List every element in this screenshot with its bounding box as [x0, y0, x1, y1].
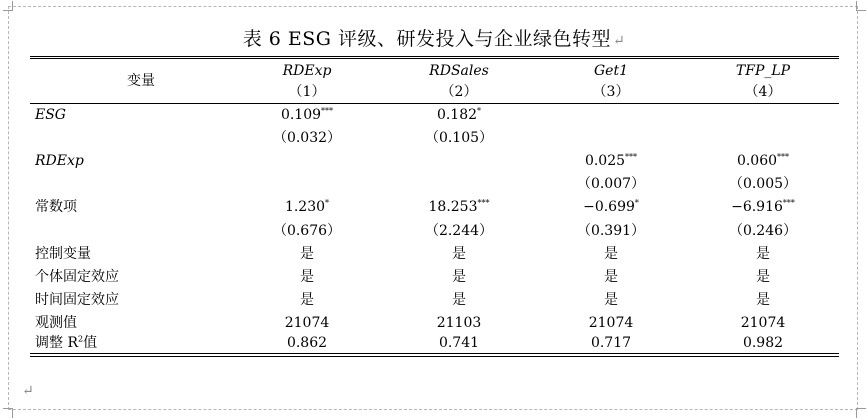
- cell-value: 0.182: [436, 107, 478, 123]
- table-cell: [399, 315, 519, 331]
- table-cell: [551, 199, 671, 215]
- row-label: 观测值: [35, 315, 77, 331]
- table-title: [0, 24, 868, 51]
- table-cell: [551, 269, 671, 285]
- table-cell: [551, 315, 671, 331]
- header-rule: [30, 103, 839, 104]
- adj-r2-col-3: 0.717: [590, 335, 632, 351]
- cell-value: 是: [452, 292, 466, 308]
- significance-stars: ***: [477, 198, 490, 208]
- row-label: 时间固定效应: [35, 292, 119, 308]
- adj-r2-col-1: 0.862: [286, 335, 328, 351]
- cell-value: 18.253: [428, 199, 478, 215]
- row-label: ESG: [35, 107, 66, 123]
- significance-stars: *: [634, 198, 639, 208]
- row-label: RDExp: [35, 153, 84, 169]
- header-col-1-num: （1）: [288, 84, 326, 100]
- paragraph-mark-icon: ↵: [613, 33, 626, 49]
- row-label-adj-r2-pre: 调整 R: [35, 335, 78, 351]
- adj-r2-col-2: 0.741: [438, 335, 480, 351]
- table-cell: [247, 292, 367, 308]
- cell-value: （0.032）: [272, 130, 342, 146]
- cell-value: 是: [452, 246, 466, 262]
- table-cell: [703, 153, 823, 169]
- cell-value: 1.230: [284, 199, 326, 215]
- header-col-2-name: RDSales: [429, 63, 489, 79]
- table-cell: [551, 223, 671, 239]
- table-cell: [703, 223, 823, 239]
- cell-value: 21074: [588, 315, 634, 331]
- table-cell: [551, 176, 671, 192]
- table-cell: [703, 199, 823, 215]
- cell-value: 是: [604, 246, 618, 262]
- cell-value: −6.916: [731, 199, 783, 215]
- table-cell: [399, 107, 519, 123]
- cell-value: 是: [604, 269, 618, 285]
- cell-value: （0.007）: [576, 176, 646, 192]
- header-col-2-num: （2）: [440, 84, 478, 100]
- cell-value: 21074: [284, 315, 330, 331]
- cell-value: 是: [300, 269, 314, 285]
- table-cell: [399, 199, 519, 215]
- header-variable-label: 变量: [127, 73, 155, 89]
- header-col-4-name: TFP_LP: [735, 63, 791, 79]
- table-cell: [247, 223, 367, 239]
- table-cell: [551, 153, 671, 169]
- crop-mark-top-left: [3, 1, 13, 11]
- cell-value: （0.105）: [424, 130, 494, 146]
- significance-stars: *: [325, 198, 330, 208]
- cell-value: 0.025: [584, 153, 626, 169]
- table-cell: [703, 246, 823, 262]
- row-label: 个体固定效应: [35, 269, 119, 285]
- header-col-1-name: RDExp: [282, 63, 332, 79]
- table-cell: [399, 269, 519, 285]
- cell-value: −0.699: [583, 199, 635, 215]
- table-cell: [703, 176, 823, 192]
- crop-mark-bottom-left: [3, 408, 13, 418]
- row-label: 控制变量: [35, 246, 91, 262]
- top-rule-1: [30, 56, 839, 57]
- table-cell: [247, 199, 367, 215]
- cell-value: 21103: [436, 315, 482, 331]
- table-cell: [399, 246, 519, 262]
- table-cell: [399, 292, 519, 308]
- row-label: 常数项: [35, 199, 77, 215]
- cell-value: （0.391）: [576, 223, 646, 239]
- table-cell: [399, 223, 519, 239]
- cell-value: 是: [756, 292, 770, 308]
- bottom-rule-1: [30, 353, 839, 354]
- cell-value: （0.246）: [728, 223, 798, 239]
- significance-stars: ***: [777, 152, 790, 162]
- table-cell: [551, 246, 671, 262]
- header-col-4-num: （4）: [744, 84, 782, 100]
- table-cell: [703, 315, 823, 331]
- cell-value: 21074: [740, 315, 786, 331]
- cell-value: （0.005）: [728, 176, 798, 192]
- table-cell: [247, 246, 367, 262]
- table-cell: [551, 292, 671, 308]
- table-cell: [247, 315, 367, 331]
- cell-value: （2.244）: [424, 223, 494, 239]
- row-label-adj-r2-post: 值: [83, 335, 98, 351]
- cell-value: 是: [452, 269, 466, 285]
- table-cell: [399, 130, 519, 146]
- bottom-rule-2: [30, 356, 839, 357]
- cell-value: 是: [756, 269, 770, 285]
- top-rule-2: [30, 58, 839, 59]
- table-cell: [247, 269, 367, 285]
- crop-mark-top-right: [856, 1, 866, 11]
- cell-value: （0.676）: [272, 223, 342, 239]
- cell-value: 是: [300, 246, 314, 262]
- adj-r2-col-4: 0.982: [742, 335, 784, 351]
- header-col-3-name: Get1: [593, 63, 628, 79]
- significance-stars: ***: [321, 106, 334, 116]
- cell-value: 0.109: [280, 107, 322, 123]
- header-col-3-num: （3）: [592, 84, 630, 100]
- paragraph-mark-end-icon: ↵: [22, 383, 34, 399]
- table-cell: [703, 292, 823, 308]
- table-cell: [703, 269, 823, 285]
- table-title-text: 表 6 ESG 评级、研发投入与企业绿色转型: [242, 28, 612, 50]
- cell-value: 是: [756, 246, 770, 262]
- table-cell: [247, 130, 367, 146]
- significance-stars: ***: [625, 152, 638, 162]
- table-cell: [247, 107, 367, 123]
- cell-value: 是: [300, 292, 314, 308]
- row-label-adj-r2: [35, 335, 97, 351]
- significance-stars: *: [477, 106, 482, 116]
- crop-mark-bottom-right: [856, 408, 866, 418]
- significance-stars: ***: [782, 198, 795, 208]
- row-label-adj-r2-sup: 2: [78, 334, 84, 344]
- cell-value: 0.060: [736, 153, 778, 169]
- cell-value: 是: [604, 292, 618, 308]
